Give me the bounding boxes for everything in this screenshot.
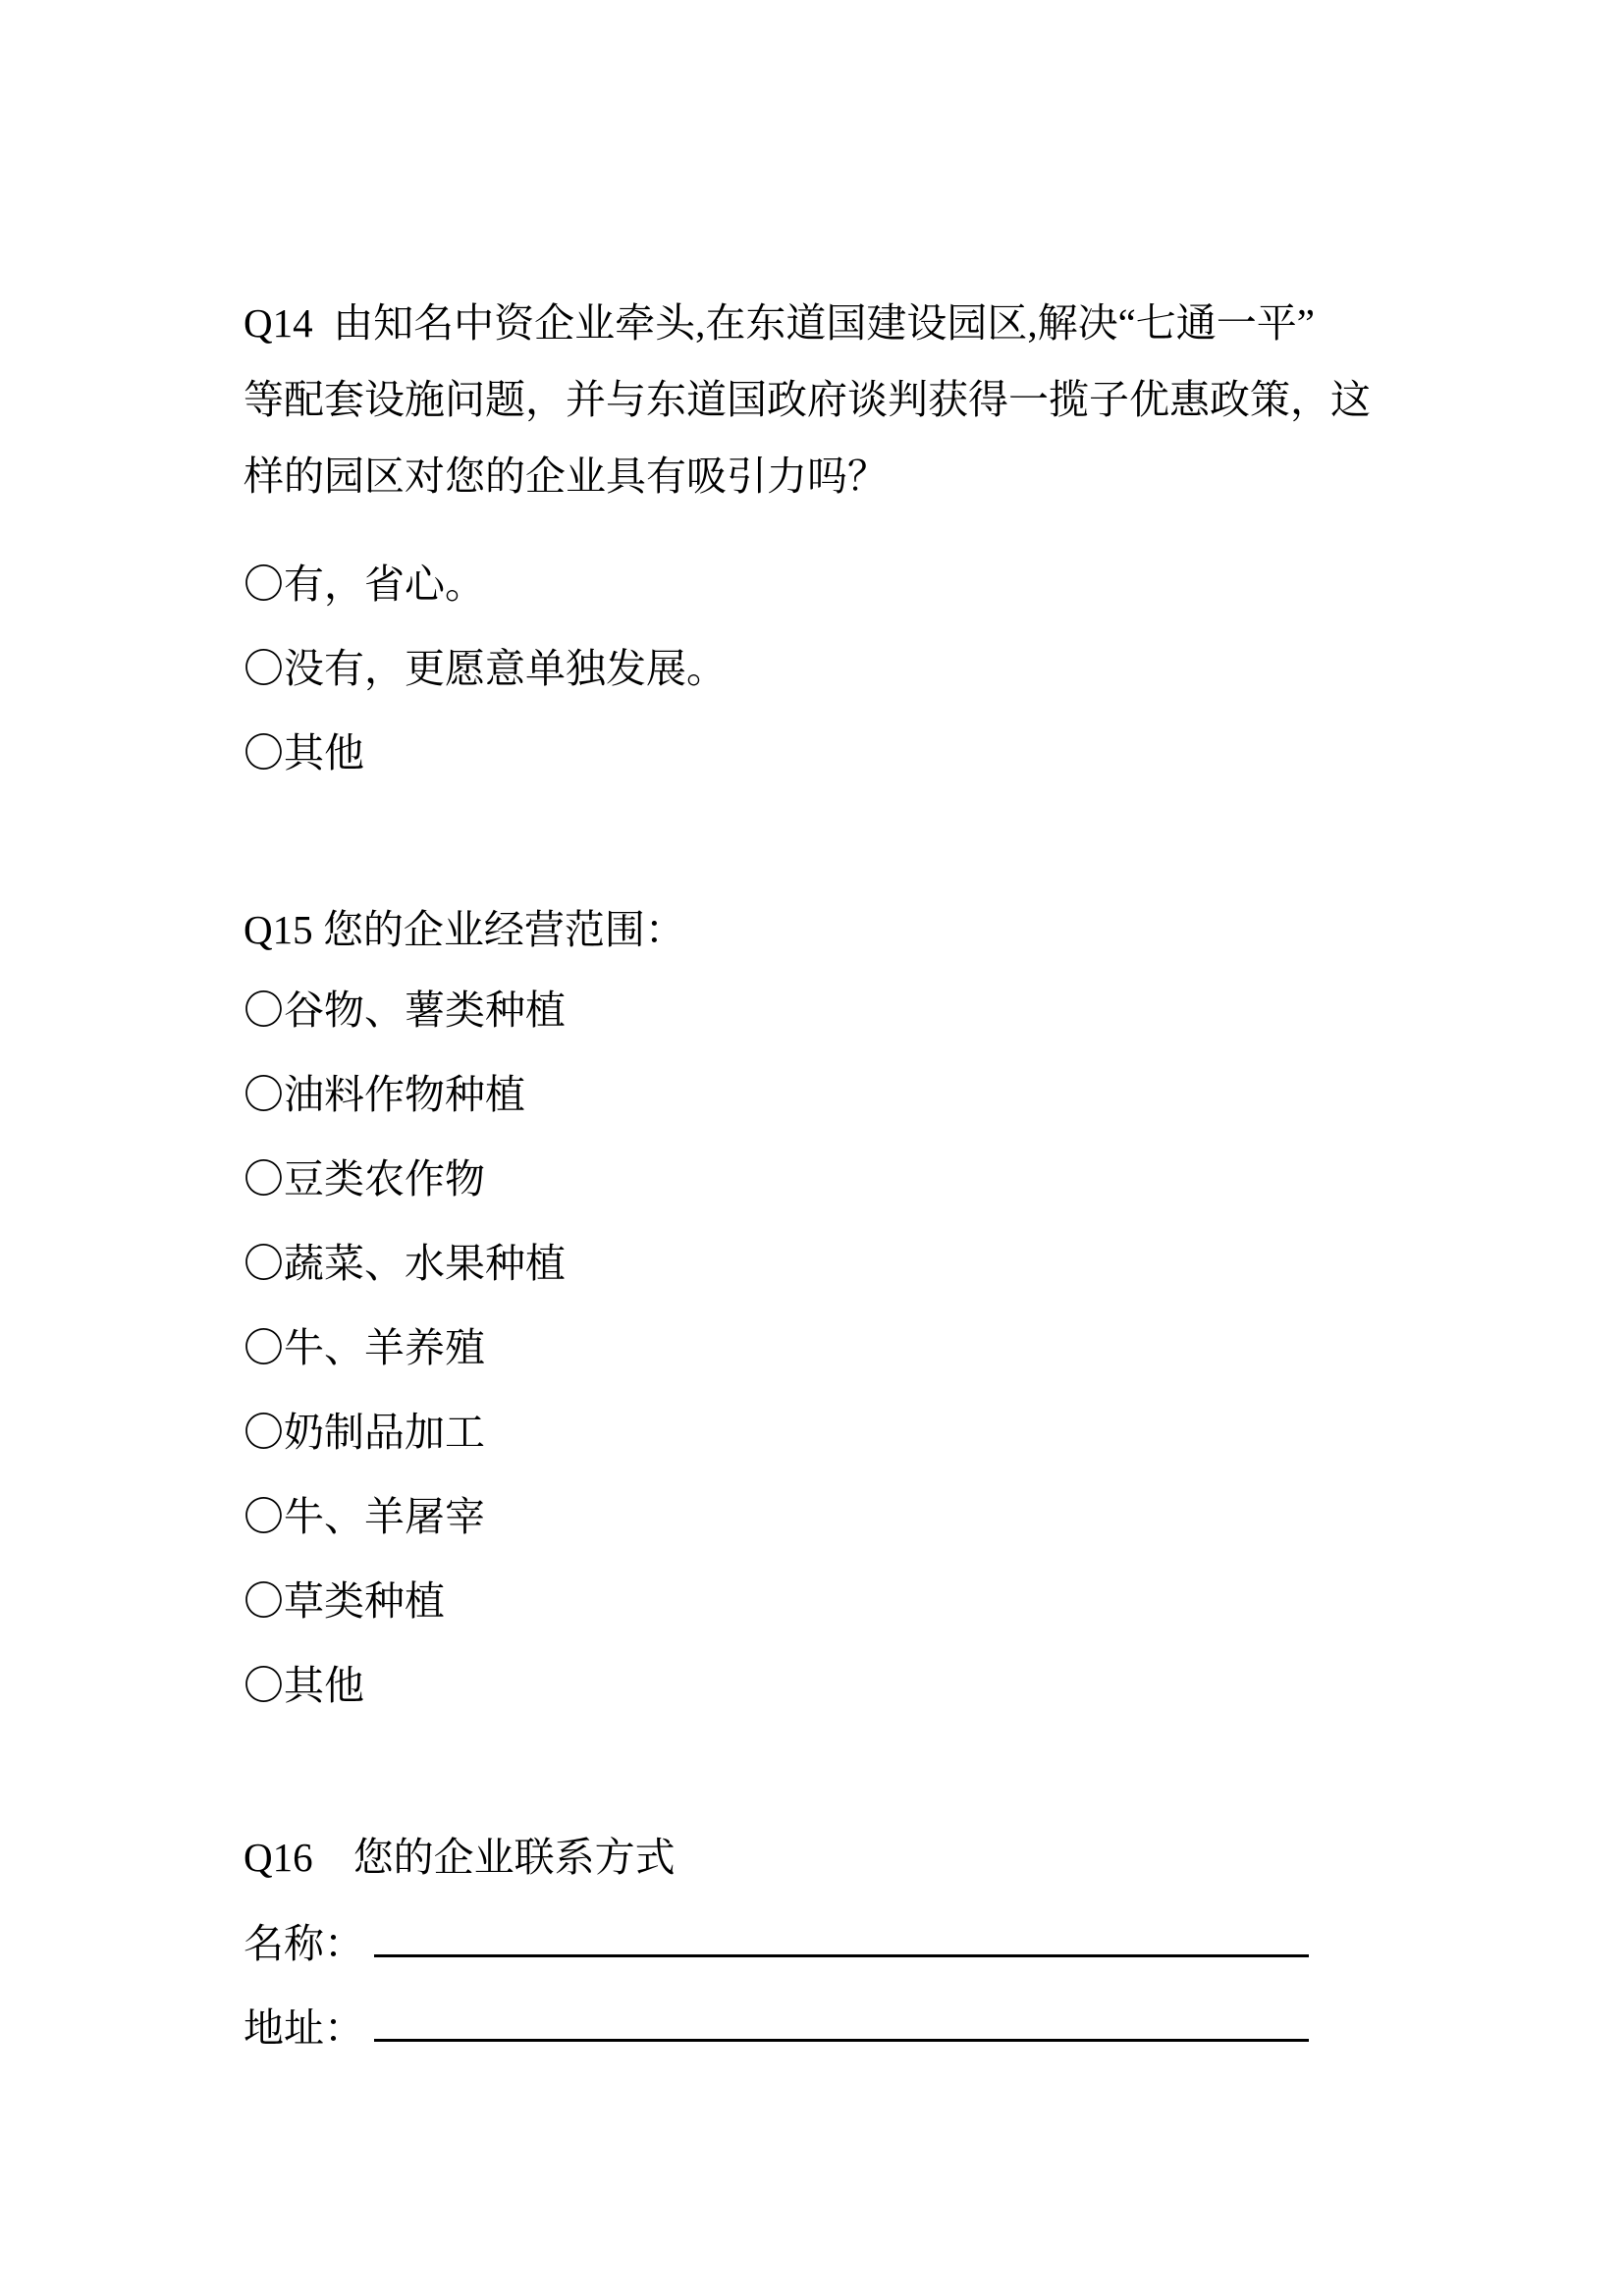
radio-circle-icon[interactable]: 〇 [244,1072,284,1117]
q16-field-address [244,1986,1378,2070]
radio-circle-icon[interactable]: 〇 [244,1578,284,1624]
q15-option-6[interactable] [244,1390,1378,1474]
radio-circle-icon[interactable]: 〇 [244,1663,284,1708]
radio-circle-icon[interactable]: 〇 [244,988,284,1033]
q15-question-title: Q15 您的企业经营范围： [244,907,685,952]
question-q14 [244,285,1378,795]
radio-circle-icon[interactable]: 〇 [244,1494,284,1539]
q16-question-title: Q16 您的企业联系方式 [244,1835,676,1880]
radio-circle-icon[interactable]: 〇 [244,561,284,607]
radio-circle-icon[interactable]: 〇 [244,1410,284,1455]
q15-option-7[interactable] [244,1474,1378,1559]
q15-option-1-label: 谷物、薯类种植 [284,988,566,1033]
q14-question-line-3: 样的园区对您的企业具有吸引力吗？ [244,454,888,499]
q14-options [244,542,1378,795]
name-field-label: 名称： [244,1921,364,1966]
radio-circle-icon[interactable]: 〇 [244,1241,284,1286]
address-field-label: 地址： [244,2005,364,2051]
q15-option-9[interactable] [244,1643,1378,1728]
q14-option-3-label: 其他 [284,730,364,775]
q15-option-4-label: 蔬菜、水果种植 [284,1241,566,1286]
q14-question-line-2: 等配套设施问题，并与东道国政府谈判获得一揽子优惠政策，这 [244,377,1371,422]
address-input-blank[interactable] [374,2029,1309,2042]
q15-option-5[interactable] [244,1306,1378,1390]
q15-option-4[interactable] [244,1221,1378,1306]
q15-option-9-label: 其他 [284,1663,364,1708]
q15-option-7-label: 牛、羊屠宰 [284,1494,485,1539]
q14-option-1-label: 有，省心。 [284,561,485,607]
question-q15 [244,891,1378,1728]
q14-option-1[interactable] [244,542,1378,626]
q15-option-5-label: 牛、羊养殖 [284,1325,485,1370]
q14-question-line-1: Q14 由知名中资企业牵头,在东道国建设园区,解决“七通一平” [244,300,1316,346]
q14-option-2-label: 没有，更愿意单独发展。 [284,646,727,691]
radio-circle-icon[interactable]: 〇 [244,1325,284,1370]
question-q16 [244,1819,1378,2070]
radio-circle-icon[interactable]: 〇 [244,646,284,691]
q15-option-6-label: 奶制品加工 [284,1410,485,1455]
q15-option-8-label: 草类种植 [284,1578,445,1624]
q16-fields [244,1901,1378,2070]
q15-option-8[interactable] [244,1559,1378,1643]
radio-circle-icon[interactable]: 〇 [244,730,284,775]
q15-option-3-label: 豆类农作物 [284,1156,485,1201]
q15-option-3[interactable] [244,1137,1378,1221]
q15-option-2-label: 油料作物种植 [284,1072,525,1117]
q15-option-2[interactable] [244,1052,1378,1137]
q14-option-3[interactable] [244,711,1378,795]
name-input-blank[interactable] [374,1945,1309,1957]
q15-options [244,968,1378,1728]
radio-circle-icon[interactable]: 〇 [244,1156,284,1201]
q16-field-name [244,1901,1378,1986]
q14-option-2[interactable] [244,626,1378,711]
q15-option-1[interactable] [244,968,1378,1052]
